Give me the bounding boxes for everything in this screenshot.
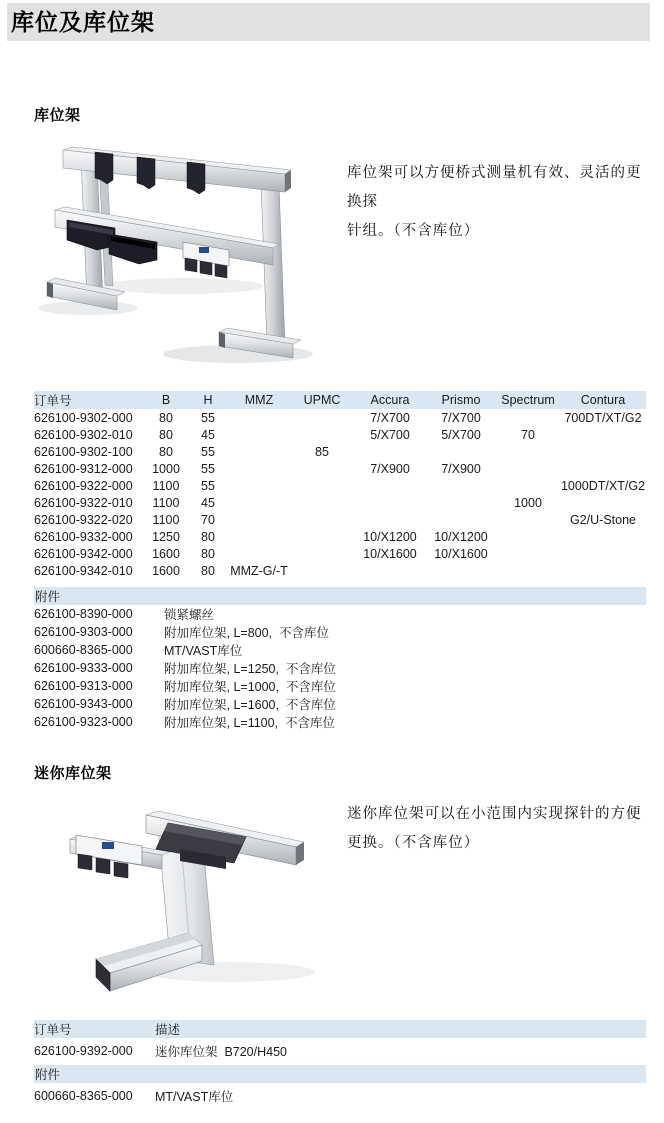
- table-cell: 626100-9312-000: [34, 461, 133, 476]
- column-header: B: [144, 391, 188, 409]
- table-row: [34, 443, 646, 460]
- table-cell: 1600: [152, 546, 180, 561]
- table-cell: [560, 426, 646, 443]
- table-cell: 锁紧螺丝: [164, 608, 215, 622]
- table-cell: [560, 528, 646, 545]
- table-cell: 626100-9392-000: [34, 1044, 133, 1058]
- table-cell: [496, 511, 560, 528]
- table-cell: [560, 545, 646, 562]
- table-cell: [354, 511, 426, 528]
- section2-heading: 迷你库位架: [34, 765, 112, 782]
- column-header: Accura: [354, 391, 426, 409]
- table-cell: 55: [201, 410, 215, 425]
- section1-description: [347, 159, 650, 246]
- table-cell: 附加库位架, L=1000, 不含库位: [164, 680, 336, 694]
- table-cell: [496, 409, 560, 426]
- table-cell: 10/X1200: [363, 529, 417, 544]
- accessories-label: 附件: [34, 587, 646, 605]
- table-cell: [496, 545, 560, 562]
- table-cell: [228, 511, 290, 528]
- table-cell: [560, 443, 646, 460]
- table-cell: 1000DT/XT/G2: [560, 478, 646, 493]
- table-cell: 626100-9333-000: [34, 661, 133, 675]
- table-cell: 附加库位架, L=1600, 不含库位: [164, 698, 336, 712]
- table-cell: [228, 545, 290, 562]
- section2-description-line2: 更换。（不含库位）: [347, 835, 480, 851]
- product-image-rack: [33, 136, 325, 369]
- table-row: [34, 1087, 646, 1105]
- section1-description-line1: 库位架可以方便桥式测量机有效、灵活的更换探: [347, 165, 642, 210]
- table-cell: MMZ-G/-T: [230, 563, 288, 578]
- table-cell: 85: [315, 444, 329, 459]
- mini-rack-body: [34, 1042, 646, 1060]
- table-cell: [560, 562, 646, 579]
- accessories-band: [34, 1065, 646, 1083]
- accessories-band: [34, 587, 646, 605]
- table-cell: 80: [201, 563, 215, 578]
- table-row: [34, 659, 646, 677]
- table-cell: [290, 409, 354, 426]
- table-cell: 626100-9323-000: [34, 715, 133, 729]
- table-row: [34, 528, 646, 545]
- table-row: [34, 460, 646, 477]
- rack-illustration: [33, 136, 325, 364]
- table-cell: [290, 528, 354, 545]
- table-cell: 626100-9342-010: [34, 563, 133, 578]
- mini-rack-accessories-body: [34, 1087, 646, 1105]
- rack-products-table: [34, 391, 646, 731]
- section1-heading: 库位架: [34, 107, 81, 124]
- accessories-label: 附件: [34, 1065, 646, 1083]
- rack-accessories-body: [34, 605, 646, 731]
- table-row: [34, 477, 646, 494]
- page-title: 库位及库位架: [11, 9, 155, 35]
- table-cell: 80: [201, 529, 215, 544]
- table-cell: [496, 443, 560, 460]
- table-cell: 7/X700: [370, 410, 410, 425]
- table-cell: [228, 528, 290, 545]
- table-cell: 附加库位架, L=1100, 不含库位: [164, 716, 335, 730]
- table-cell: [290, 477, 354, 494]
- table-cell: 10/X1600: [434, 546, 488, 561]
- table-cell: [354, 562, 426, 579]
- section2-description: [347, 800, 650, 858]
- table-cell: G2/U-Stone: [569, 512, 636, 527]
- table-cell: 600660-8365-000: [34, 643, 133, 657]
- table-row: [34, 695, 646, 713]
- table-cell: 45: [201, 495, 215, 510]
- table-cell: 10/X1600: [363, 546, 417, 561]
- column-header: 订单号: [34, 391, 144, 409]
- table-cell: [426, 494, 496, 511]
- table-cell: 55: [201, 444, 215, 459]
- table-cell: 80: [159, 427, 173, 442]
- table-row: [34, 623, 646, 641]
- table-cell: 45: [201, 427, 215, 442]
- table-cell: 1000: [514, 495, 542, 510]
- table-cell: [426, 477, 496, 494]
- table-cell: 1100: [152, 495, 180, 510]
- table-row: [34, 677, 646, 695]
- mini-rack-table: [34, 1020, 646, 1105]
- table-row: [34, 511, 646, 528]
- page-title-bar: [7, 3, 650, 41]
- table-cell: 7/X900: [370, 461, 410, 476]
- table-row: [34, 409, 646, 426]
- column-header: Contura: [560, 391, 646, 409]
- table-row: [34, 713, 646, 731]
- table-cell: MT/VAST库位: [164, 644, 243, 658]
- table-cell: 626100-9322-010: [34, 495, 133, 510]
- table-cell: 5/X700: [370, 427, 410, 442]
- table-cell: [496, 528, 560, 545]
- column-header: Prismo: [426, 391, 496, 409]
- table-cell: [496, 477, 560, 494]
- table-row: [34, 494, 646, 511]
- product-image-mini-rack: [30, 797, 352, 1017]
- table-cell: 80: [201, 546, 215, 561]
- table-cell: 55: [201, 461, 215, 476]
- table-cell: [354, 494, 426, 511]
- table-cell: [354, 477, 426, 494]
- table-cell: 55: [201, 478, 215, 493]
- table-cell: [290, 460, 354, 477]
- table-cell: 70: [201, 512, 215, 527]
- table-cell: 1250: [152, 529, 180, 544]
- table-cell: 1100: [152, 512, 180, 527]
- table-cell: 626100-9303-000: [34, 625, 133, 639]
- table-cell: 626100-9302-010: [34, 427, 133, 442]
- rack-products-body: [34, 409, 646, 579]
- table-cell: 80: [159, 444, 173, 459]
- table-cell: 附加库位架, L=1250, 不含库位: [164, 662, 336, 676]
- table-cell: [290, 545, 354, 562]
- table-cell: 5/X700: [441, 427, 481, 442]
- table-cell: 7/X900: [441, 461, 481, 476]
- table-cell: MT/VAST库位: [155, 1090, 234, 1104]
- table-header-row: [34, 1020, 646, 1038]
- table-cell: 附加库位架, L=800, 不含库位: [164, 626, 329, 640]
- column-header: 订单号: [34, 1020, 155, 1038]
- table-cell: [560, 460, 646, 477]
- table-row: [34, 545, 646, 562]
- table-cell: [228, 494, 290, 511]
- column-header: Spectrum: [496, 391, 560, 409]
- table-cell: 700DT/XT/G2: [564, 410, 642, 425]
- table-cell: 626100-9322-020: [34, 512, 133, 527]
- table-cell: [496, 460, 560, 477]
- table-cell: 626100-9342-000: [34, 546, 133, 561]
- table-cell: 626100-8390-000: [34, 607, 133, 621]
- table-cell: 626100-9343-000: [34, 697, 133, 711]
- table-row: [34, 605, 646, 623]
- table-cell: [228, 426, 290, 443]
- table-cell: [290, 426, 354, 443]
- table-cell: 迷你库位架 B720/H450: [155, 1045, 287, 1059]
- table-cell: 626100-9302-000: [34, 410, 133, 425]
- column-header: MMZ: [228, 391, 290, 409]
- table-cell: 7/X700: [441, 410, 481, 425]
- table-cell: 10/X1200: [434, 529, 488, 544]
- table-cell: 1100: [152, 478, 180, 493]
- table-cell: 626100-9313-000: [34, 679, 133, 693]
- table-cell: [228, 409, 290, 426]
- table-row: [34, 562, 646, 579]
- section1-description-line2: 针组。（不含库位）: [347, 223, 480, 239]
- table-cell: [228, 443, 290, 460]
- table-cell: [290, 511, 354, 528]
- table-cell: 1000: [152, 461, 180, 476]
- table-cell: [560, 494, 646, 511]
- table-cell: [290, 494, 354, 511]
- column-header: H: [188, 391, 228, 409]
- table-cell: [228, 477, 290, 494]
- table-cell: [228, 460, 290, 477]
- table-cell: [290, 562, 354, 579]
- mini-rack-illustration: [30, 797, 352, 1012]
- table-row: [34, 641, 646, 659]
- table-row: [34, 1042, 646, 1060]
- table-cell: 626100-9332-000: [34, 529, 133, 544]
- table-cell: 600660-8365-000: [34, 1089, 133, 1103]
- table-cell: [426, 511, 496, 528]
- table-cell: 626100-9322-000: [34, 478, 133, 493]
- table-cell: [426, 443, 496, 460]
- column-header: UPMC: [290, 391, 354, 409]
- column-header: 描述: [155, 1020, 646, 1038]
- table-cell: [354, 443, 426, 460]
- table-cell: [426, 562, 496, 579]
- table-cell: 70: [521, 427, 535, 442]
- table-header-row: [34, 391, 646, 409]
- table-cell: 626100-9302-100: [34, 444, 133, 459]
- section2-description-line1: 迷你库位架可以在小范围内实现探针的方便: [347, 806, 642, 822]
- table-cell: 1600: [152, 563, 180, 578]
- table-cell: 80: [159, 410, 173, 425]
- table-cell: [496, 562, 560, 579]
- table-row: [34, 426, 646, 443]
